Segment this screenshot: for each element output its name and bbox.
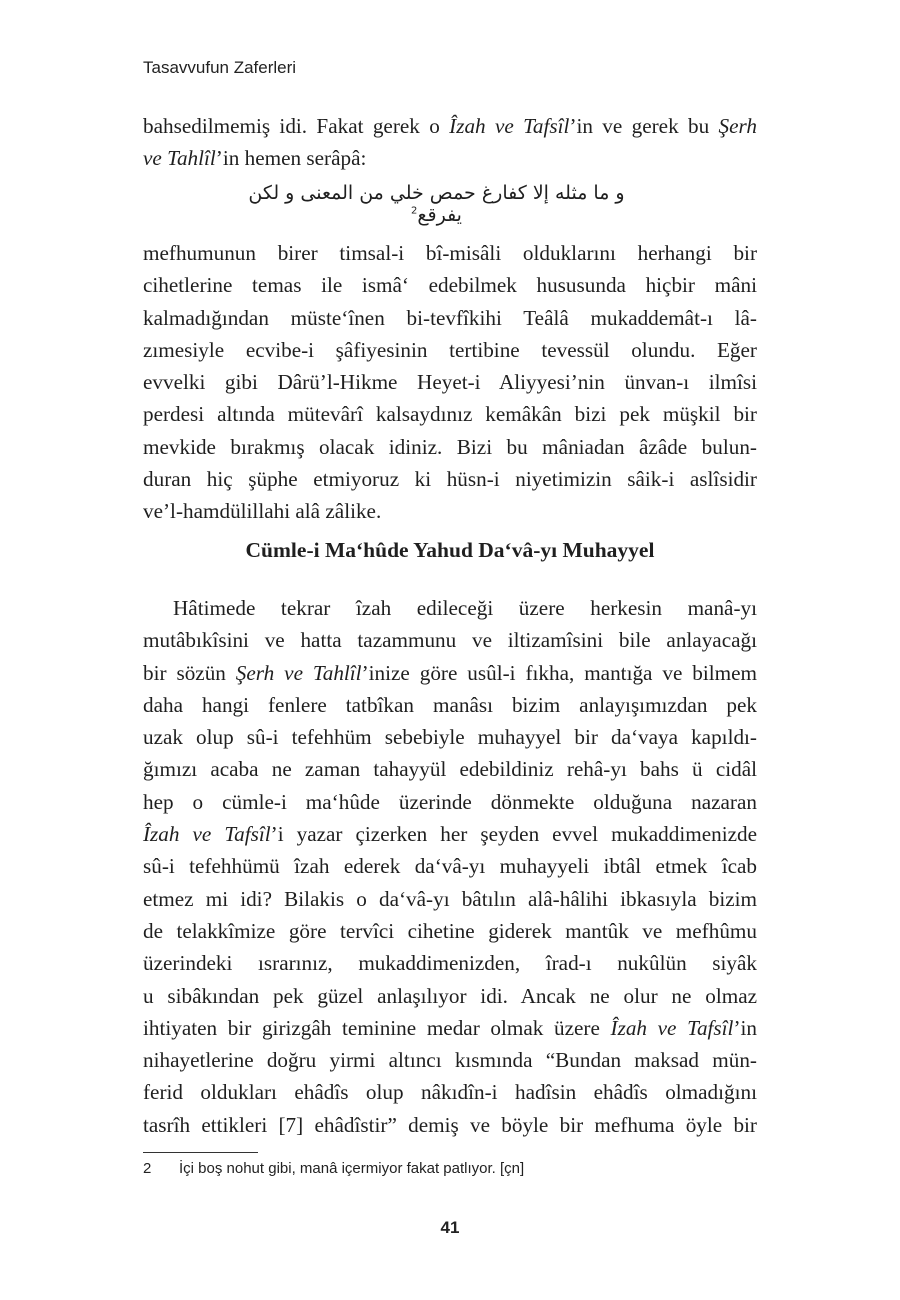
paragraph-main	[143, 237, 757, 528]
text-line: perdesi altında mütevârî kalsaydınız kemâkân bizi pek müşkil bir	[143, 402, 757, 427]
text-line: Îzah ve Tafsîl’i yazar çizerken her şeyden evvel mukaddimenizde	[143, 822, 757, 847]
text-line: evvelki gibi Dârü’l-Hikme Heyet-i Aliyyesi’nin ünvan-ı ilmîsi	[143, 370, 757, 395]
paragraph-intro	[143, 110, 757, 175]
text-line: cihetlerine temas ile ismâ‘ edebilmek hususunda hiçbir mâni	[143, 273, 757, 298]
text-line: sû-i tefehhümü îzah ederek da‘vâ-yı muhayyeli ibtâl etmek îcab	[143, 854, 757, 879]
text-line: mevkide bırakmış olacak idiniz. Bizi bu mâniadan âzâde bulun-	[143, 434, 757, 459]
text-line: ve’l-hamdülillahi alâ zâlike.	[143, 499, 382, 524]
text-line: ve Tahlîl’in hemen serâpâ:	[143, 146, 367, 171]
text-line: tasrîh ettikleri [7] ehâdîstir” demiş ve böyle bir mefhuma öyle bir	[143, 1112, 757, 1137]
text-line: nihayetlerine doğru yirmi altıncı kısmında “Bundan maksad mün-	[143, 1048, 757, 1073]
section-heading: Cümle-i Ma‘hûde Yahud Da‘vâ-yı Muhayyel	[245, 538, 655, 562]
text-line: hep o cümle-i ma‘hûde üzerinde dönmekte olduğuna nazaran	[143, 789, 757, 814]
footnote	[143, 1160, 757, 1177]
footnote-reference: 2	[411, 205, 418, 217]
text-line: u sibâkından pek güzel anlaşılıyor idi. Ancak ne olur ne olmaz	[143, 983, 757, 1008]
paragraph-section	[143, 592, 757, 1141]
text-line: mutâbıkîsini ve hatta tazammunu ve iltizamîsini bile anlayacağı	[143, 628, 757, 653]
text-line: bahsedilmemiş idi. Fakat gerek o Îzah ve Tafsîl’in ve gerek bu Şerh	[143, 114, 757, 138]
text-line: duran hiç şüphe etmiyoruz ki hüsn-i niyetimizin sâik-i aslîsidir	[143, 467, 757, 492]
footnote-divider	[143, 1152, 258, 1153]
footnote-number: 2	[143, 1160, 152, 1177]
text-line: ferid oldukları ehâdîs olup nâkıdîn-i hadîsin ehâdîs olmadığını	[143, 1080, 757, 1105]
text-line: uzak olup sû-i tefehhüm sebebiyle muhayyel bir da‘vaya kapıldı-	[143, 725, 757, 750]
text-line: etmez mi idi? Bilakis o da‘vâ-yı bâtılın alâ-hâlihi ibkasıyla bizim	[143, 886, 757, 911]
running-header-title: Tasavvufun Zaferleri	[143, 58, 297, 77]
text-line: daha hangi fenlere tatbîkan manâsı bizim anlayışımızdan pek	[143, 692, 757, 717]
text-line: Hâtimede tekrar îzah edileceği üzere herkesin manâ-yı	[173, 596, 757, 620]
text-line: ihtiyaten bir girizgâh teminine medar olmak üzere Îzah ve Tafsîl’in	[143, 1015, 757, 1040]
arabic-verse: و ما مثله إلا كفارغ حمص خلي من المعنى و لكن يفرقع$^2$	[248, 182, 625, 226]
text-line: kalmadığından müste‘înen bi-tevfîkihi Teâlâ mukaddemât-ı lâ-	[143, 305, 757, 330]
footnote-text: İçi boş nohut gibi, manâ içermiyor fakat patlıyor. [çn]	[179, 1160, 525, 1177]
text-line: ğımızı acaba ne zaman tahayyül edebildiniz rehâ-yı bahs ü cidâl	[143, 757, 757, 782]
text-line: üzerindeki ısrarınız, mukaddimenizden, îrad-ı nukûlün siyâk	[143, 951, 757, 976]
page-number: 41	[440, 1218, 460, 1237]
text-line: zımesiyle ecvibe-i şâfiyesinin tertibine tevessül olundu. Eğer	[143, 337, 757, 362]
text-line: de telakkîmize göre tervîci cihetine giderek mantûk ve mefhûmu	[143, 918, 757, 943]
text-line: mefhumunun birer timsal-i bî-misâli olduklarını herhangi bir	[143, 241, 757, 265]
text-line: bir sözün Şerh ve Tahlîl’inize göre usûl-i fıkha, mantığa ve bilmem	[143, 660, 758, 685]
